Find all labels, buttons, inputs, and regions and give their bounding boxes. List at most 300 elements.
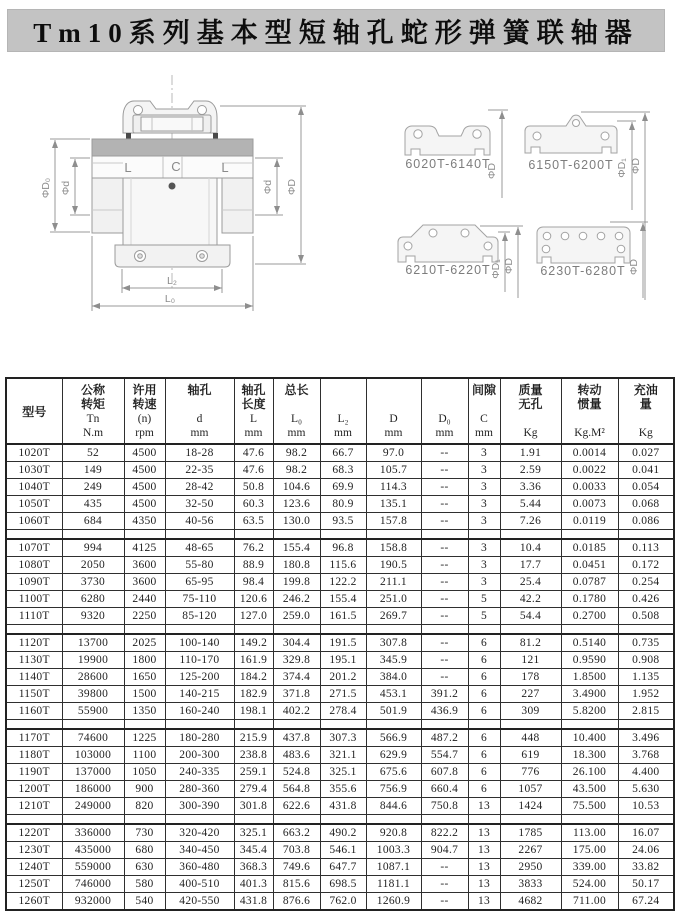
table-cell: 13 (468, 824, 500, 842)
table-cell: 6280 (62, 591, 124, 608)
column-header (234, 378, 273, 444)
dimension-label-flange-length: L₂ (167, 275, 177, 287)
table-cell: 4125 (124, 539, 165, 557)
table-cell: 249000 (62, 798, 124, 815)
table-cell: 436.9 (421, 703, 468, 720)
table-cell: 4682 (500, 893, 561, 911)
table-cell: 199.8 (273, 574, 320, 591)
column-header (165, 378, 234, 444)
table-cell: -- (421, 444, 468, 462)
table-cell: 3.496 (618, 729, 674, 747)
table-cell: 2950 (500, 859, 561, 876)
table-cell: 920.8 (366, 824, 421, 842)
table-cell: -- (421, 591, 468, 608)
right-hub (222, 178, 253, 233)
table-cell: 40-56 (165, 513, 234, 530)
table-cell: 2050 (62, 557, 124, 574)
separator-cell (62, 815, 124, 825)
table-cell: 435 (62, 496, 124, 513)
column-header-line: 质量 (518, 383, 543, 397)
table-cell: 121 (500, 652, 561, 669)
table-cell: 43.500 (561, 781, 618, 798)
column-header-line: 转速 (132, 397, 157, 411)
table-row (6, 747, 674, 764)
table-cell: 240-335 (165, 764, 234, 781)
table-cell: 0.426 (618, 591, 674, 608)
table-row (6, 557, 674, 574)
left-hub (92, 178, 123, 233)
table-cell: 114.3 (366, 479, 421, 496)
table-cell: 490.2 (320, 824, 366, 842)
table-cell: -- (421, 557, 468, 574)
table-cell: 158.8 (366, 539, 421, 557)
table-cell: 98.2 (273, 462, 320, 479)
table-cell: 93.5 (320, 513, 366, 530)
table-cell: 1.952 (618, 686, 674, 703)
table-cell: 420-550 (165, 893, 234, 911)
table-cell: 50.8 (234, 479, 273, 496)
column-header (273, 378, 320, 444)
table-cell: 98.2 (273, 444, 320, 462)
table-cell: 7.26 (500, 513, 561, 530)
table-cell: 300-390 (165, 798, 234, 815)
table-cell: 1785 (500, 824, 561, 842)
table-cell: 2025 (124, 634, 165, 652)
table-cell: 135.1 (366, 496, 421, 513)
table-cell: -- (421, 876, 468, 893)
table-cell: 3 (468, 462, 500, 479)
table-cell: 321.1 (320, 747, 366, 764)
variant-label-6150T-6200T: 6150T-6200T (528, 158, 614, 172)
table-cell: 2.815 (618, 703, 674, 720)
table-cell: 487.2 (421, 729, 468, 747)
table-cell: 66.7 (320, 444, 366, 462)
table-cell: 0.0033 (561, 479, 618, 496)
column-header (500, 378, 561, 444)
table-cell: 762.0 (320, 893, 366, 911)
model-cell: 1190T (6, 764, 62, 781)
table-cell: 1500 (124, 686, 165, 703)
header-row (6, 378, 674, 444)
table-row (6, 876, 674, 893)
table-cell: 127.0 (234, 608, 273, 625)
table-cell: -- (421, 669, 468, 686)
column-header-line: mm (244, 426, 263, 439)
cover-inner-window (141, 117, 203, 131)
table-cell: 435000 (62, 842, 124, 859)
table-cell: 123.6 (273, 496, 320, 513)
table-cell: 1424 (500, 798, 561, 815)
table-cell: 345.9 (366, 652, 421, 669)
model-cell: 1250T (6, 876, 62, 893)
cover-ear-hole (198, 106, 207, 115)
table-cell: 13 (468, 893, 500, 911)
table-cell: 3833 (500, 876, 561, 893)
table-cell: 340-450 (165, 842, 234, 859)
table-cell: 749.6 (273, 859, 320, 876)
table-cell: 307.3 (320, 729, 366, 747)
column-header-line: mm (190, 426, 209, 439)
table-row (6, 634, 674, 652)
table-cell: 400-510 (165, 876, 234, 893)
separator-cell (273, 720, 320, 730)
column-header-line: 总长 (284, 383, 309, 397)
table-cell: 249 (62, 479, 124, 496)
table-row (6, 842, 674, 859)
table-cell: 559000 (62, 859, 124, 876)
table-cell: 18.300 (561, 747, 618, 764)
table-cell: 483.6 (273, 747, 320, 764)
table-cell: 3600 (124, 574, 165, 591)
table-cell: 4500 (124, 444, 165, 462)
model-cell: 1170T (6, 729, 62, 747)
model-cell: 1140T (6, 669, 62, 686)
table-cell: 6 (468, 634, 500, 652)
table-cell: 24.06 (618, 842, 674, 859)
column-header-line: rpm (135, 426, 154, 439)
variant-dim-label: ΦD₁ (616, 158, 628, 178)
table-cell: 6 (468, 747, 500, 764)
table-row (6, 444, 674, 462)
table-cell: 3730 (62, 574, 124, 591)
column-header-line: 量 (639, 397, 652, 411)
separator-cell (320, 720, 366, 730)
table-cell: 0.0073 (561, 496, 618, 513)
table-cell: 1225 (124, 729, 165, 747)
table-cell: 19900 (62, 652, 124, 669)
table-cell: -- (421, 496, 468, 513)
group-separator-row (6, 815, 674, 825)
table-cell: 0.508 (618, 608, 674, 625)
table-cell: 13 (468, 842, 500, 859)
variant-label-6020T-6140T: 6020T-6140T (405, 157, 491, 171)
model-cell: 1210T (6, 798, 62, 815)
table-cell: 18-28 (165, 444, 234, 462)
table-cell: 619 (500, 747, 561, 764)
separator-cell (618, 625, 674, 635)
table-cell: 271.5 (320, 686, 366, 703)
separator-cell (618, 530, 674, 540)
table-cell: 149 (62, 462, 124, 479)
separator-cell (366, 815, 421, 825)
column-header (561, 378, 618, 444)
table-row (6, 479, 674, 496)
model-cell: 1130T (6, 652, 62, 669)
table-cell: 10.4 (500, 539, 561, 557)
separator-cell (273, 625, 320, 635)
table-cell: -- (421, 652, 468, 669)
table-cell: 28600 (62, 669, 124, 686)
table-cell: 746000 (62, 876, 124, 893)
table-cell: 215.9 (234, 729, 273, 747)
table-cell: 0.9590 (561, 652, 618, 669)
column-header-line: mm (475, 426, 493, 439)
table-cell: 3 (468, 539, 500, 557)
column-header-line: Kg (638, 426, 653, 439)
column-header (618, 378, 674, 444)
table-cell: 3 (468, 479, 500, 496)
table-cell: 68.3 (320, 462, 366, 479)
table-cell: 55900 (62, 703, 124, 720)
table-cell: 54.4 (500, 608, 561, 625)
table-cell: 178 (500, 669, 561, 686)
table-cell: 246.2 (273, 591, 320, 608)
separator-cell (62, 530, 124, 540)
table-cell: 42.2 (500, 591, 561, 608)
column-header-line: L₀ (290, 413, 303, 425)
table-cell: 0.054 (618, 479, 674, 496)
separator-cell (500, 625, 561, 635)
table-row (6, 824, 674, 842)
table-cell: 663.2 (273, 824, 320, 842)
separator-cell (6, 625, 62, 635)
column-header-line: C (480, 413, 488, 425)
table-cell: 675.6 (366, 764, 421, 781)
separator-cell (500, 720, 561, 730)
table-cell: 776 (500, 764, 561, 781)
table-cell: 22-35 (165, 462, 234, 479)
table-cell: 540 (124, 893, 165, 911)
table-cell: 822.2 (421, 824, 468, 842)
table-cell: 278.4 (320, 703, 366, 720)
separator-cell (6, 720, 62, 730)
table-cell: 3 (468, 574, 500, 591)
table-cell: 566.9 (366, 729, 421, 747)
table-cell: 698.5 (320, 876, 366, 893)
table-cell: 96.8 (320, 539, 366, 557)
separator-cell (320, 815, 366, 825)
table-cell: 431.8 (234, 893, 273, 911)
table-cell: 546.1 (320, 842, 366, 859)
table-cell: 0.086 (618, 513, 674, 530)
column-header-line: mm (287, 426, 306, 439)
table-cell: 16.07 (618, 824, 674, 842)
table-cell: 750.8 (421, 798, 468, 815)
column-header-line: 长度 (241, 397, 266, 411)
table-cell: 186000 (62, 781, 124, 798)
table-cell: 259.1 (234, 764, 273, 781)
seal-mark (126, 133, 131, 139)
table-cell: 994 (62, 539, 124, 557)
separator-cell (165, 815, 234, 825)
model-cell: 1180T (6, 747, 62, 764)
separator-cell (6, 530, 62, 540)
table-cell: 10.400 (561, 729, 618, 747)
separator-cell (6, 815, 62, 825)
column-header-line: D (389, 413, 398, 425)
table-cell: 660.4 (421, 781, 468, 798)
model-cell: 1040T (6, 479, 62, 496)
table-cell: 251.0 (366, 591, 421, 608)
table-cell: 1650 (124, 669, 165, 686)
separator-cell (320, 530, 366, 540)
table-cell: 104.6 (273, 479, 320, 496)
table-row (6, 513, 674, 530)
table-cell: 198.1 (234, 703, 273, 720)
main-coupling-drawing (92, 75, 253, 288)
table-cell: 190.5 (366, 557, 421, 574)
table-cell: 339.00 (561, 859, 618, 876)
table-cell: 137000 (62, 764, 124, 781)
table-cell: 9320 (62, 608, 124, 625)
table-row (6, 703, 674, 720)
table-cell: 50.17 (618, 876, 674, 893)
table-cell: -- (421, 634, 468, 652)
table-cell: 65-95 (165, 574, 234, 591)
page-title: Tm10系列基本型短轴孔蛇形弹簧联轴器 (7, 9, 665, 52)
separator-cell (366, 625, 421, 635)
lube-plug (169, 183, 176, 190)
table-cell: 97.0 (366, 444, 421, 462)
table-cell: 0.0022 (561, 462, 618, 479)
table-cell: 52 (62, 444, 124, 462)
table-cell: 1.91 (500, 444, 561, 462)
separator-cell (234, 815, 273, 825)
table-cell: 155.4 (320, 591, 366, 608)
dimension-label-gap: C (171, 159, 181, 174)
table-cell: 325.1 (234, 824, 273, 842)
table-cell: 0.5140 (561, 634, 618, 652)
table-cell: 180-280 (165, 729, 234, 747)
table-cell: 3.4900 (561, 686, 618, 703)
column-header-line: Kg.M² (574, 426, 605, 439)
model-cell: 1200T (6, 781, 62, 798)
table-cell: 3 (468, 444, 500, 462)
table-cell: 6 (468, 764, 500, 781)
table-cell: 48-65 (165, 539, 234, 557)
table-row (6, 669, 674, 686)
table-cell: 5.8200 (561, 703, 618, 720)
table-cell: 320-420 (165, 824, 234, 842)
table-cell: 0.172 (618, 557, 674, 574)
table-cell: 0.1780 (561, 591, 618, 608)
separator-cell (561, 625, 618, 635)
table-cell: 307.8 (366, 634, 421, 652)
table-row (6, 496, 674, 513)
table-cell: 120.6 (234, 591, 273, 608)
table-cell: -- (421, 539, 468, 557)
separator-cell (273, 530, 320, 540)
table-cell: 80.9 (320, 496, 366, 513)
table-cell: 191.5 (320, 634, 366, 652)
separator-cell (366, 720, 421, 730)
table-cell: 401.3 (234, 876, 273, 893)
model-cell: 1080T (6, 557, 62, 574)
separator-cell (320, 625, 366, 635)
column-header (421, 378, 468, 444)
table-cell: 3 (468, 557, 500, 574)
table-cell: 1057 (500, 781, 561, 798)
column-header-line: (n) (137, 413, 152, 425)
table-row (6, 652, 674, 669)
table-cell: 184.2 (234, 669, 273, 686)
table-cell: 820 (124, 798, 165, 815)
column-header-line: L (249, 413, 257, 425)
table-cell: 6 (468, 686, 500, 703)
table-cell: 259.0 (273, 608, 320, 625)
table-cell: 580 (124, 876, 165, 893)
table-cell: 607.8 (421, 764, 468, 781)
table-cell: 0.027 (618, 444, 674, 462)
column-header-line: D₀ (438, 413, 451, 425)
dimension-label-outer-right: ΦD (286, 179, 298, 195)
table-cell: -- (421, 574, 468, 591)
column-header-line: 公称 (80, 383, 105, 397)
group-separator-row (6, 530, 674, 540)
separator-cell (366, 530, 421, 540)
column-header-line: 无孔 (518, 397, 543, 411)
table-row (6, 893, 674, 911)
group-separator-row (6, 625, 674, 635)
table-cell: 0.254 (618, 574, 674, 591)
table-cell: 160-240 (165, 703, 234, 720)
technical-drawings (0, 60, 680, 372)
table-cell: 6 (468, 729, 500, 747)
table-row (6, 591, 674, 608)
model-cell: 1070T (6, 539, 62, 557)
table-cell: 115.6 (320, 557, 366, 574)
table-cell: 4.400 (618, 764, 674, 781)
table-cell: 0.735 (618, 634, 674, 652)
table-cell: 10.53 (618, 798, 674, 815)
table-cell: 182.9 (234, 686, 273, 703)
table-row (6, 859, 674, 876)
model-cell: 1230T (6, 842, 62, 859)
table-cell: 0.041 (618, 462, 674, 479)
table-cell: 402.2 (273, 703, 320, 720)
column-header-line: L₂ (337, 413, 349, 425)
table-cell: 0.0787 (561, 574, 618, 591)
table-cell: 140-215 (165, 686, 234, 703)
separator-cell (561, 815, 618, 825)
table-cell: 280-360 (165, 781, 234, 798)
table-cell: 524.00 (561, 876, 618, 893)
separator-cell (62, 625, 124, 635)
table-cell: 4500 (124, 496, 165, 513)
table-cell: 175.00 (561, 842, 618, 859)
table-cell: -- (421, 479, 468, 496)
table-cell: 26.100 (561, 764, 618, 781)
table-cell: 238.8 (234, 747, 273, 764)
table-cell: 3 (468, 513, 500, 530)
table-cell: 125-200 (165, 669, 234, 686)
separator-cell (165, 625, 234, 635)
table-cell: 630 (124, 859, 165, 876)
table-cell: 155.4 (273, 539, 320, 557)
table-cell: 100-140 (165, 634, 234, 652)
variant-drawing-6020T-6140T (405, 126, 490, 155)
dimension-label-hub-left: L (124, 160, 132, 175)
table-cell: 0.068 (618, 496, 674, 513)
table-cell: 3 (468, 496, 500, 513)
column-header-line: d (196, 413, 203, 425)
column-header (468, 378, 500, 444)
table-cell: 329.8 (273, 652, 320, 669)
table-cell: 13 (468, 798, 500, 815)
table-cell: 47.6 (234, 444, 273, 462)
table-cell: 932000 (62, 893, 124, 911)
variant-dim-label: ΦD (486, 163, 498, 179)
table-cell: 75.500 (561, 798, 618, 815)
table-cell: 130.0 (273, 513, 320, 530)
table-cell: 391.2 (421, 686, 468, 703)
table-cell: 0.113 (618, 539, 674, 557)
table-row (6, 462, 674, 479)
table-cell: 345.4 (234, 842, 273, 859)
model-cell: 1150T (6, 686, 62, 703)
table-cell: 1260.9 (366, 893, 421, 911)
table-cell: 47.6 (234, 462, 273, 479)
